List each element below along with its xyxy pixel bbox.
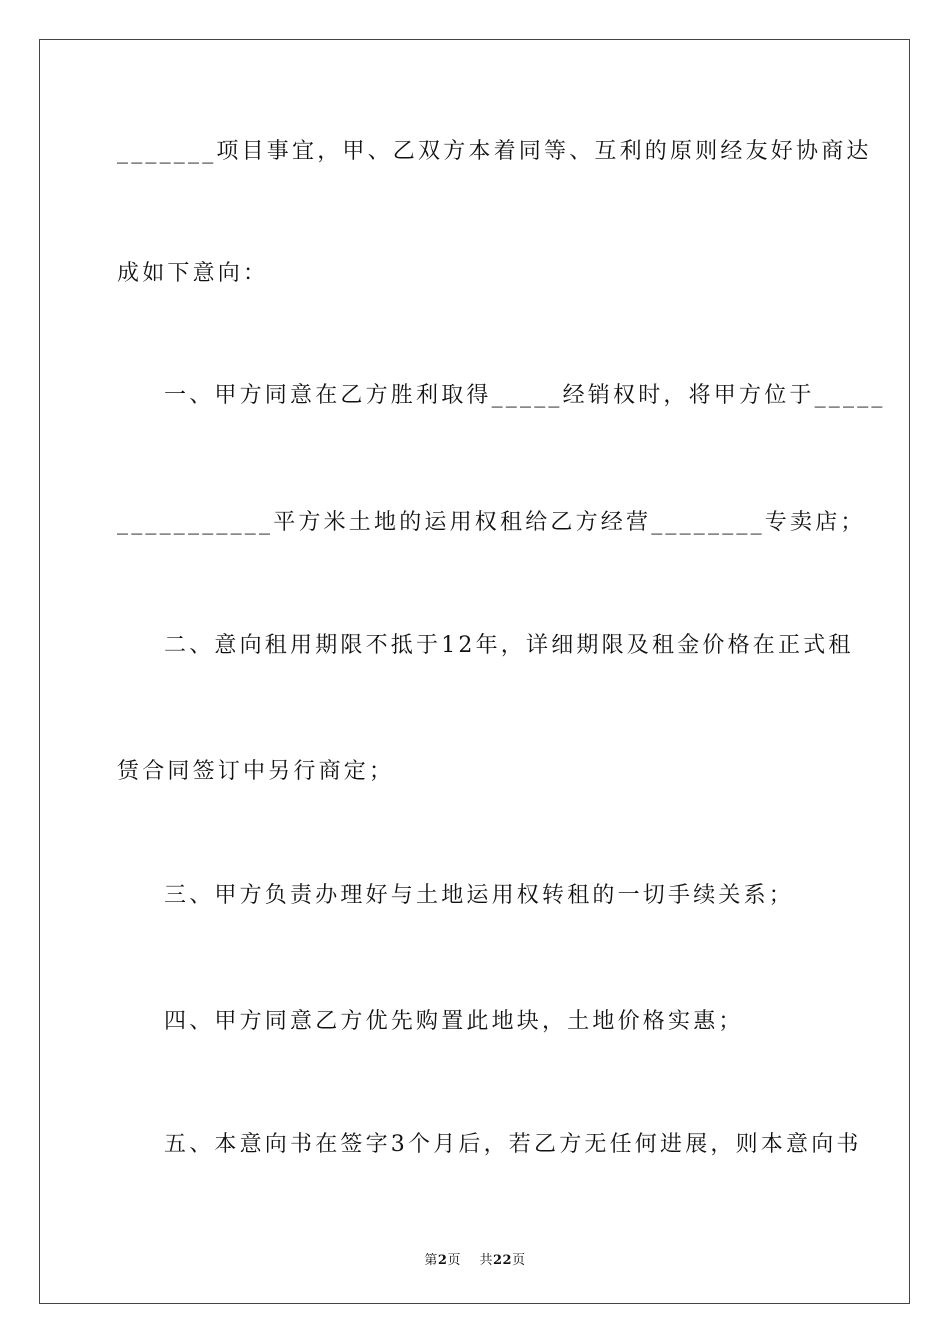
- page-prefix: 第: [424, 1253, 438, 1268]
- clause-5-line-1: 五、本意向书在签字3个月后，若乙方无任何进展，则本意向书: [164, 1132, 862, 1157]
- clause-1-line-2: ___________平方米土地的运用权租给乙方经营________专卖店；: [117, 510, 866, 535]
- page-footer: [0, 1249, 950, 1268]
- page-number: 2: [437, 1253, 448, 1268]
- total-suffix: 页: [512, 1253, 526, 1268]
- clause-3-line: 三、甲方负责办理好与土地运用权转租的一切手续关系；: [164, 883, 795, 908]
- clause-2-line-2: 赁合同签订中另行商定；: [117, 759, 395, 784]
- page-suffix: 页: [447, 1253, 461, 1268]
- paragraph-line-2: 成如下意向：: [117, 261, 269, 286]
- clause-4-line: 四、甲方同意乙方优先购置此地块，土地价格实惠；: [164, 1009, 744, 1034]
- page-border: [39, 39, 910, 1304]
- paragraph-line-1: _______项目事宜，甲、乙双方本着同等、互利的原则经友好协商达: [117, 139, 872, 164]
- clause-1-line-1: 一、甲方同意在乙方胜利取得_____经销权时，将甲方位于_____: [164, 383, 886, 408]
- clause-2-line-1: 二、意向租用期限不抵于12年，详细期限及租金价格在正式租: [164, 633, 854, 658]
- total-pages: 22: [493, 1253, 513, 1268]
- total-prefix: 共: [479, 1253, 493, 1268]
